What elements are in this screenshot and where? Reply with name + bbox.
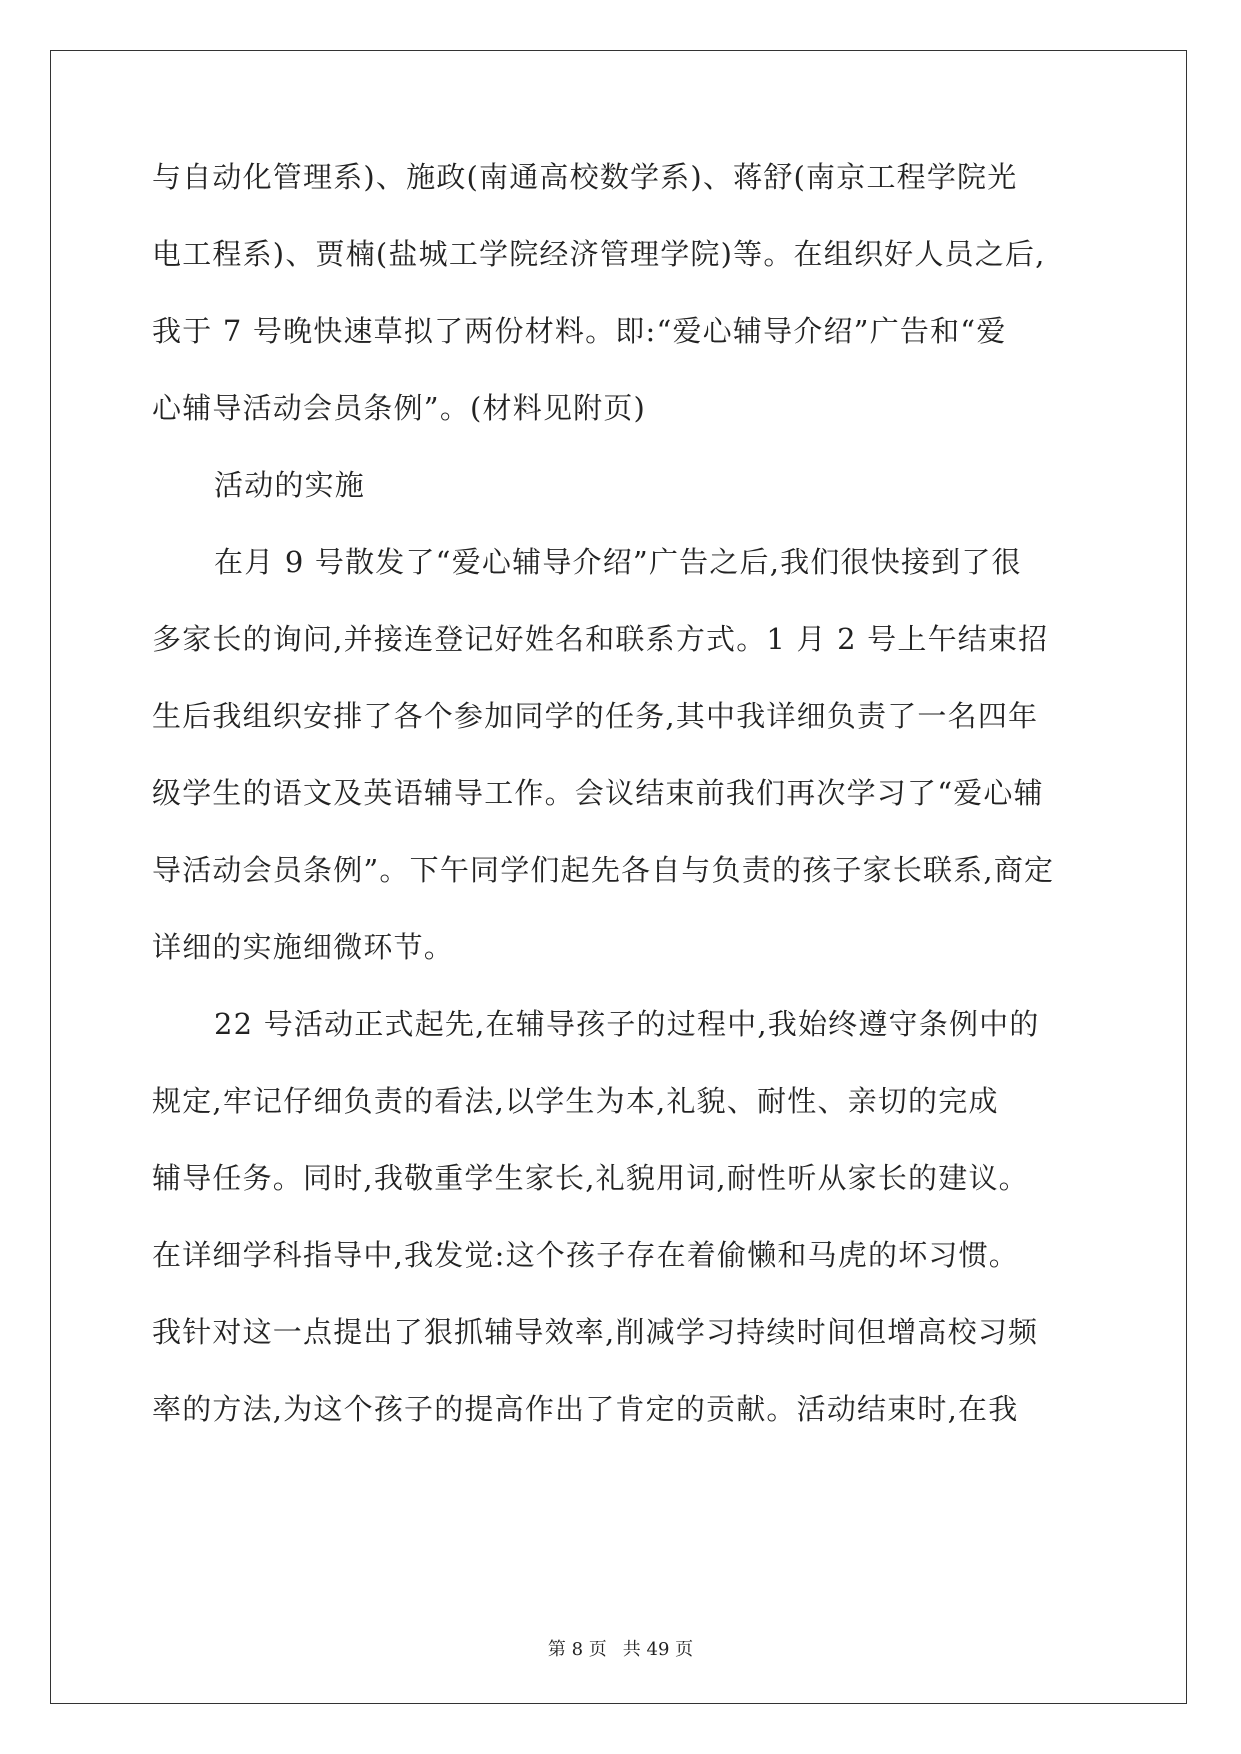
section-heading: 活动的实施	[214, 470, 366, 502]
text-line: 电工程系)、贾楠(盐城工学院经济管理学院)等。在组织好人员之后,	[152, 239, 1046, 271]
text-line: 心辅导活动会员条例”。(材料见附页)	[152, 393, 647, 425]
text-line: 生后我组织安排了各个参加同学的任务,其中我详细负责了一名四年	[152, 701, 1039, 733]
page-footer	[0, 1635, 1241, 1661]
text-line: 我于 7 号晚快速草拟了两份材料。即:“爱心辅导介绍”广告和“爱	[152, 316, 1007, 348]
text-line: 率的方法,为这个孩子的提高作出了肯定的贡献。活动结束时,在我	[152, 1394, 1019, 1426]
text-line: 我针对这一点提出了狠抓辅导效率,削减学习持续时间但增高校习频	[152, 1317, 1039, 1349]
text-line: 辅导任务。同时,我敬重学生家长,礼貌用词,耐性听从家长的建议。	[152, 1163, 1029, 1195]
text-line: 与自动化管理系)、施政(南通高校数学系)、蒋舒(南京工程学院光	[152, 162, 1018, 194]
text-line: 在详细学科指导中,我发觉:这个孩子存在着偷懒和马虎的坏习惯。	[152, 1240, 1019, 1272]
text-line: 在月 9 号散发了“爱心辅导介绍”广告之后,我们很快接到了很	[214, 547, 1022, 579]
text-line: 详细的实施细微环节。	[152, 932, 455, 964]
total-pages: 共 49 页	[622, 1639, 694, 1660]
document-body	[152, 162, 1092, 1471]
text-line: 22 号活动正式起先,在辅导孩子的过程中,我始终遵守条例中的	[214, 1009, 1040, 1041]
text-line: 规定,牢记仔细负责的看法,以学生为本,礼貌、耐性、亲切的完成	[152, 1086, 999, 1118]
page-number: 第 8 页	[547, 1639, 607, 1660]
text-line: 级学生的语文及英语辅导工作。会议结束前我们再次学习了“爱心辅	[152, 778, 1044, 810]
text-line: 导活动会员条例”。下午同学们起先各自与负责的孩子家长联系,商定	[152, 855, 1055, 887]
text-line: 多家长的询问,并接连登记好姓名和联系方式。1 月 2 号上午结束招	[152, 624, 1049, 656]
